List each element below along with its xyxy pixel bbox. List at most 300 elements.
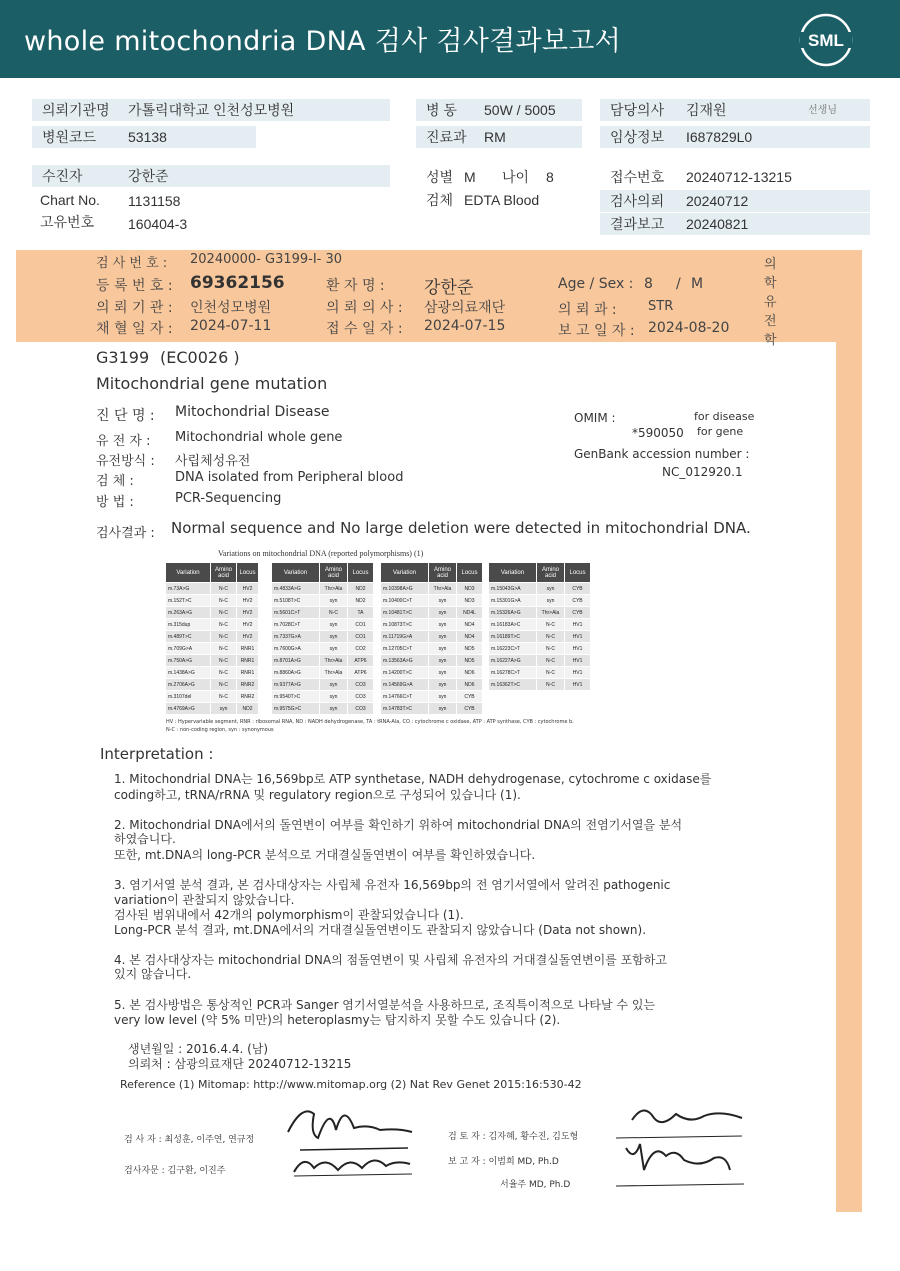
amino-acid-cell: syn (320, 595, 348, 607)
locus-cell: RNR1 (237, 667, 259, 679)
col-locus: Locus (565, 563, 591, 583)
table-row (381, 607, 483, 619)
amino-acid-cell: syn (429, 595, 457, 607)
amino-acid-cell: syn (537, 583, 565, 595)
locus-cell: CYB (565, 595, 591, 607)
interp-p3a: 3. 염기서열 분석 결과, 본 검사대상자는 사립체 유전자 16,569bp의 전 염기서열에서 알려진 pathogenic (114, 878, 671, 892)
reference: Reference (1) Mitomap: http://www.mitomap.org (2) Nat Rev Genet 2015:16:530-42 (120, 1078, 582, 1091)
locus-cell: ND6 (457, 679, 483, 691)
tester-names: 검 사 자 : 최성훈, 이주연, 연규정 (124, 1135, 255, 1145)
variation-cell: m.7028C>T (272, 619, 320, 631)
specimen-label: 검체 (426, 192, 454, 208)
amino-acid-cell: syn (429, 667, 457, 679)
locus-cell: HV2 (237, 583, 259, 595)
hdr-patient-label: 환 자 명 : (326, 278, 385, 294)
reporter-name: 보 고 자 : 이범희 MD, Ph.D (448, 1157, 559, 1167)
locus-cell: HV1 (565, 655, 591, 667)
table-row (381, 643, 483, 655)
hosp-code-value: 53138 (128, 129, 167, 145)
variation-cell: m.16227A>G (489, 655, 537, 667)
amino-acid-cell: N-C (211, 655, 237, 667)
amino-acid-cell: syn (429, 643, 457, 655)
variation-cell: m.152T>C (166, 595, 211, 607)
doctor-row (600, 99, 870, 121)
locus-cell: ATP6 (348, 655, 374, 667)
table-row (272, 703, 374, 715)
table-row (489, 655, 591, 667)
specimen-body-label: 검 체 : (96, 474, 134, 489)
genbank-value: NC_012920.1 (662, 465, 743, 479)
variation-cell: m.8860A>G (272, 667, 320, 679)
ward-label: 병 동 (426, 102, 457, 118)
table-row (489, 667, 591, 679)
table-row (489, 583, 591, 595)
variation-cell: m.14569G>A (381, 679, 429, 691)
variation-cell: m.489T>C (166, 631, 211, 643)
locus-cell: ATP6 (348, 667, 374, 679)
table-row (272, 583, 374, 595)
variation-cell: m.10873T>C (381, 619, 429, 631)
amino-acid-cell: Thr>Ala (320, 655, 348, 667)
req-date-row (600, 190, 870, 212)
variation-cell: m.16189T>C (489, 631, 537, 643)
hdr-dept-label: 의 뢰 과 : (558, 302, 617, 318)
reporter-name-2: 서율주 MD, Ph.D (500, 1180, 571, 1190)
locus-cell: TA (348, 607, 374, 619)
inherit-value: 사립체성유전 (175, 454, 251, 469)
amino-acid-cell: syn (211, 703, 237, 715)
table-row (381, 583, 483, 595)
variation-cell: m.15326A>G (489, 607, 537, 619)
ward-row (416, 99, 582, 121)
table-row (381, 595, 483, 607)
diagnosis-label: 진 단 명 : (96, 408, 155, 424)
variation-cell: m.16183A>C (489, 619, 537, 631)
report-scan-border (836, 342, 862, 1212)
locus-cell: HV1 (565, 619, 591, 631)
locus-cell: CO2 (348, 643, 374, 655)
report-title: whole mitochondria DNA 검사 검사결과보고서 (24, 26, 622, 57)
locus-cell: ND2 (348, 595, 374, 607)
hdr-report-label: 보 고 일 자 : (558, 323, 635, 339)
table-row (166, 703, 259, 715)
doctor-label: 담당의사 (610, 102, 665, 118)
req-org-value: 가톨릭대학교 인천성모병원 (128, 102, 295, 118)
locus-cell: HV2 (237, 595, 259, 607)
col-variation: Variation (381, 563, 429, 583)
amino-acid-cell: syn (320, 631, 348, 643)
chart-value: 1131158 (128, 193, 181, 209)
locus-cell: CO3 (348, 691, 374, 703)
col-variation: Variation (272, 563, 320, 583)
interp-p5a: 5. 본 검사방법은 통상적인 PCR과 Sanger 염기서열분석을 사용하므로, 조직특이적으로 나타날 수 있는 (114, 998, 656, 1012)
col-amino: Amino acid (429, 563, 457, 583)
locus-cell: CO1 (348, 631, 374, 643)
table-row (272, 643, 374, 655)
interp-p1b: coding하고, tRNA/rRNA 및 regulatory region으로 구성되어 있습니다 (1). (114, 788, 521, 802)
req-date-value: 20240712 (686, 193, 749, 209)
table-row (166, 679, 259, 691)
clinical-label: 임상정보 (610, 129, 665, 145)
amino-acid-cell: syn (429, 607, 457, 619)
locus-cell: ND4 (457, 631, 483, 643)
amino-acid-cell: syn (320, 643, 348, 655)
hdr-dept-value: STR (648, 299, 674, 314)
hdr-patient-value: 강한준 (424, 278, 474, 298)
hdr-age-value: 8 (644, 276, 653, 292)
locus-cell: ND3 (457, 595, 483, 607)
col-locus: Locus (348, 563, 374, 583)
side-text-3: 유 (764, 295, 777, 310)
interp-p4b: 있지 않습니다. (114, 967, 192, 981)
amino-acid-cell: N-C (211, 691, 237, 703)
variation-cell: m.73A>G (166, 583, 211, 595)
hdr-report-value: 2024-08-20 (648, 320, 730, 336)
report-header-bar (0, 0, 900, 78)
interp-p3d: Long-PCR 분석 결과, mt.DNA에서의 거대결실돌연변이도 관찰되지 않았습니다 (Data not shown). (114, 923, 647, 937)
diagnosis-value: Mitochondrial Disease (175, 404, 330, 420)
result-value: Normal sequence and No large deletion were detected in mitochondrial DNA. (171, 519, 751, 537)
variation-table-4 (488, 562, 591, 691)
receipt-label: 접수번호 (610, 169, 665, 185)
locus-cell: CYB (457, 703, 483, 715)
req-org-row (32, 99, 390, 121)
col-variation: Variation (489, 563, 537, 583)
table-row (489, 595, 591, 607)
amino-acid-cell: N-C (211, 595, 237, 607)
req-org-label: 의뢰기관명 (42, 102, 110, 118)
variation-table-3 (380, 562, 483, 715)
amino-acid-cell: N-C (537, 631, 565, 643)
table-row (381, 679, 483, 691)
reviewer-names: 검 토 자 : 김자혜, 황수진, 김도형 (448, 1132, 579, 1142)
table-row (381, 667, 483, 679)
requester-info: 의뢰처 : 삼광의료재단 20240712-13215 (128, 1057, 352, 1071)
amino-acid-cell: N-C (537, 679, 565, 691)
inherit-label: 유전방식 : (96, 454, 155, 469)
amino-acid-cell: syn (429, 679, 457, 691)
reg-no-label: 등 록 번 호 : (96, 278, 173, 294)
side-text-2: 학 (764, 276, 777, 291)
variation-cell: m.4769A>G (166, 703, 211, 715)
interp-p4a: 4. 본 검사대상자는 mitochondrial DNA의 점돌연변이 및 사립체 유전자의 거대결실돌연변이를 포함하고 (114, 953, 667, 967)
amino-acid-cell: Thr>Ala (429, 583, 457, 595)
locus-cell: ND4 (457, 619, 483, 631)
amino-acid-cell: syn (320, 679, 348, 691)
table-row (166, 655, 259, 667)
table-row (489, 607, 591, 619)
amino-acid-cell: N-C (211, 667, 237, 679)
table-row (166, 607, 259, 619)
variation-cell: m.9575G>C (272, 703, 320, 715)
table-row (381, 703, 483, 715)
interp-p2b: 하였습니다. (114, 832, 176, 846)
variation-cell: m.315dup (166, 619, 211, 631)
clinical-row (600, 126, 870, 148)
col-amino: Amino acid (537, 563, 565, 583)
variation-cell: m.7337G>A (272, 631, 320, 643)
locus-cell: CO3 (348, 679, 374, 691)
reg-no-value: 69362156 (190, 273, 285, 293)
table-row (166, 667, 259, 679)
omim-number: *590050 (632, 426, 684, 440)
table-row (272, 619, 374, 631)
patient-value: 강한준 (128, 168, 169, 184)
ward-value: 50W / 5005 (484, 102, 556, 118)
locus-cell: ND2 (348, 583, 374, 595)
amino-acid-cell: syn (429, 655, 457, 667)
locus-cell: ND6 (457, 667, 483, 679)
table-footnote-2: N-C : non-coding region, syn : synonymous (166, 727, 274, 733)
test-code: G3199 (96, 348, 150, 367)
gene-value: Mitochondrial whole gene (175, 430, 343, 445)
hosp-code-label: 병원코드 (42, 129, 97, 145)
locus-cell: CO1 (348, 619, 374, 631)
interp-p5b: very low level (약 5% 미만)의 heteroplasmy는 탐지하지 못할 수도 있습니다 (2). (114, 1013, 561, 1027)
gene-label: 유 전 자 : (96, 434, 151, 449)
variation-cell: m.4833A>G (272, 583, 320, 595)
birth-date: 생년월일 : 2016.4.4. (남) (128, 1042, 269, 1056)
dept-value: RM (484, 129, 506, 145)
locus-cell: ND4L (457, 607, 483, 619)
patient-label: 수진자 (42, 168, 83, 184)
amino-acid-cell: N-C (537, 619, 565, 631)
amino-acid-cell: N-C (537, 667, 565, 679)
dept-label: 진료과 (426, 129, 467, 145)
hdr-org-label: 의 뢰 기 관 : (96, 300, 173, 316)
col-variation: Variation (166, 563, 211, 583)
genbank-label: GenBank accession number : (574, 447, 750, 461)
interp-p3b: variation이 관찰되지 않았습니다. (114, 893, 295, 907)
table-row (166, 691, 259, 703)
amino-acid-cell: syn (320, 703, 348, 715)
variation-cell: m.13563A>G (381, 655, 429, 667)
reviewer-signature-icon (610, 1098, 750, 1190)
specimen-body-value: DNA isolated from Peripheral blood (175, 470, 404, 485)
variation-cell: m.263A>G (166, 607, 211, 619)
table-row (166, 595, 259, 607)
test-no-label: 검 사 번 호 : (96, 256, 168, 271)
doctor-suffix: 선생님 (808, 105, 837, 116)
locus-cell: HV1 (565, 679, 591, 691)
unique-label: 고유번호 (40, 214, 95, 230)
sex-value: M (464, 169, 476, 185)
variation-cell: m.15301G>A (489, 595, 537, 607)
patient-row (32, 165, 390, 187)
amino-acid-cell: N-C (320, 607, 348, 619)
amino-acid-cell: syn (429, 631, 457, 643)
table-row (381, 631, 483, 643)
table-footnote-1: HV : Hypervariable segment, RNR : ribosomal RNA, ND : NADH dehydrogenase, TA : tRNA-Ala, CO : cytochrome c oxidase, ATP : ATP synthase, CYB : cytochrome b. (166, 719, 574, 725)
variation-table-1 (165, 562, 259, 715)
table-row (166, 619, 259, 631)
variation-cell: m.9377A>G (272, 679, 320, 691)
locus-cell: RNR1 (237, 643, 259, 655)
table-row (272, 607, 374, 619)
col-amino: Amino acid (320, 563, 348, 583)
variation-table-caption: Variations on mitochondrial DNA (reported polymorphisms) (1) (218, 549, 424, 558)
amino-acid-cell: N-C (211, 643, 237, 655)
amino-acid-cell: syn (537, 595, 565, 607)
req-date-label: 검사의뢰 (610, 193, 665, 209)
advisor-names: 검사자문 : 김구환, 이진주 (124, 1166, 226, 1176)
variation-cell: m.7600G>A (272, 643, 320, 655)
locus-cell: RNR1 (237, 655, 259, 667)
sml-logo-icon (798, 12, 854, 68)
variation-cell: m.10481T>C (381, 607, 429, 619)
amino-acid-cell: Thr>Ala (537, 607, 565, 619)
doctor-value: 김재원 (686, 102, 727, 118)
interpretation-title: Interpretation : (100, 745, 214, 763)
amino-acid-cell: syn (429, 691, 457, 703)
clinical-value: I687829L0 (686, 129, 753, 145)
variation-cell: m.10398A>G (381, 583, 429, 595)
locus-cell: ND3 (457, 583, 483, 595)
hdr-org-value: 인천성모병원 (190, 300, 272, 316)
variation-cell: m.9540T>C (272, 691, 320, 703)
method-value: PCR-Sequencing (175, 491, 282, 506)
variation-cell: m.5601C>T (272, 607, 320, 619)
locus-cell: HV1 (565, 643, 591, 655)
result-date-row (600, 213, 870, 235)
table-row (489, 679, 591, 691)
table-row (381, 655, 483, 667)
locus-cell: CYB (457, 691, 483, 703)
side-text-1: 의 (764, 257, 777, 272)
method-label: 방 법 : (96, 495, 134, 510)
table-row (489, 631, 591, 643)
amino-acid-cell: N-C (211, 679, 237, 691)
hdr-receipt-value: 2024-07-15 (424, 318, 506, 334)
table-row (272, 631, 374, 643)
table-row (381, 691, 483, 703)
variation-cell: m.8701A>G (272, 655, 320, 667)
locus-cell: HV1 (565, 667, 591, 679)
table-row (166, 583, 259, 595)
col-locus: Locus (237, 563, 259, 583)
age-value: 8 (546, 169, 554, 185)
result-date-value: 20240821 (686, 216, 749, 232)
amino-acid-cell: N-C (211, 607, 237, 619)
tester-signature-icon (280, 1094, 420, 1178)
variation-cell: m.15043G>A (489, 583, 537, 595)
col-amino: Amino acid (211, 563, 237, 583)
side-text-4: 전 (764, 314, 777, 329)
variation-cell: m.16278C>T (489, 667, 537, 679)
variation-cell: m.709G>A (166, 643, 211, 655)
hdr-receipt-label: 접 수 일 자 : (326, 321, 403, 337)
locus-cell: CO3 (348, 703, 374, 715)
sex-label: 성별 (426, 169, 454, 185)
unique-value: 160404-3 (128, 216, 188, 232)
amino-acid-cell: Thr>Ala (320, 583, 348, 595)
hosp-code-row (32, 126, 256, 148)
locus-cell: ND2 (237, 703, 259, 715)
hdr-req-doctor-label: 의 뢰 의 사 : (326, 300, 403, 316)
table-row (272, 655, 374, 667)
variation-cell: m.14766C>T (381, 691, 429, 703)
col-locus: Locus (457, 563, 483, 583)
hdr-collect-label: 채 혈 일 자 : (96, 321, 173, 337)
variation-cell: m.1438A>G (166, 667, 211, 679)
table-row (166, 643, 259, 655)
amino-acid-cell: syn (320, 691, 348, 703)
table-row (272, 691, 374, 703)
hdr-collect-value: 2024-07-11 (190, 318, 272, 334)
interp-p3c: 검사된 범위내에서 42개의 polymorphism이 관찰되었습니다 (1). (114, 908, 464, 922)
test-no-value: 20240000- G3199-I- 30 (190, 252, 343, 267)
amino-acid-cell: N-C (537, 643, 565, 655)
result-label: 검사결과 : (96, 526, 155, 541)
variation-table-2 (271, 562, 374, 715)
hdr-sex-sep: / (676, 276, 681, 292)
hdr-sex-value: M (691, 276, 704, 292)
table-row (166, 631, 259, 643)
amino-acid-cell: N-C (211, 583, 237, 595)
amino-acid-cell: syn (429, 619, 457, 631)
locus-cell: RNR2 (237, 679, 259, 691)
table-row (272, 667, 374, 679)
receipt-value: 20240712-13215 (686, 169, 792, 185)
table-row (272, 595, 374, 607)
interp-p2a: 2. Mitochondrial DNA에서의 돌연변이 여부를 확인하기 위하여 mitochondrial DNA의 전염기서열을 분석 (114, 818, 683, 832)
locus-cell: CYB (565, 607, 591, 619)
amino-acid-cell: N-C (537, 655, 565, 667)
amino-acid-cell: syn (429, 703, 457, 715)
locus-cell: RNR2 (237, 691, 259, 703)
variation-cell: m.2706A>G (166, 679, 211, 691)
logo-text: SML (808, 31, 844, 50)
variation-cell: m.5108T>C (272, 595, 320, 607)
locus-cell: ND5 (457, 655, 483, 667)
locus-cell: HV2 (237, 631, 259, 643)
dept-row (416, 126, 582, 148)
variation-cell: m.12705C>T (381, 643, 429, 655)
age-sex-label: Age / Sex : (558, 276, 634, 292)
amino-acid-cell: syn (320, 619, 348, 631)
report-body-title: Mitochondrial gene mutation (96, 374, 328, 393)
variation-cell: m.14200T>C (381, 667, 429, 679)
specimen-value: EDTA Blood (464, 192, 540, 208)
result-date-label: 결과보고 (610, 216, 665, 232)
chart-label: Chart No. (40, 192, 100, 208)
variation-cell: m.16362T>C (489, 679, 537, 691)
table-row (381, 619, 483, 631)
table-row (272, 679, 374, 691)
hdr-req-doctor-value: 삼광의료재단 (424, 300, 506, 316)
locus-cell: HV1 (565, 631, 591, 643)
test-code-2: (EC0026 ) (160, 348, 240, 367)
locus-cell: CYB (565, 583, 591, 595)
variation-cell: m.750A>G (166, 655, 211, 667)
table-row (489, 619, 591, 631)
locus-cell: ND5 (457, 643, 483, 655)
amino-acid-cell: N-C (211, 631, 237, 643)
variation-cell: m.16223C>T (489, 643, 537, 655)
amino-acid-cell: Thr>Ala (320, 667, 348, 679)
locus-cell: HV2 (237, 619, 259, 631)
side-text-5: 학 (764, 333, 777, 348)
age-label: 나이 (502, 169, 530, 185)
variation-cell: m.10400C>T (381, 595, 429, 607)
variation-cell: m.11719G>A (381, 631, 429, 643)
table-row (489, 643, 591, 655)
variation-cell: m.14783T>C (381, 703, 429, 715)
omim-disease: for disease (694, 410, 755, 423)
variation-cell: m.3107del (166, 691, 211, 703)
interp-p2c: 또한, mt.DNA의 long-PCR 분석으로 거대결실돌연변이 여부를 확인하였습니다. (114, 848, 536, 862)
omim-gene: for gene (697, 425, 744, 438)
